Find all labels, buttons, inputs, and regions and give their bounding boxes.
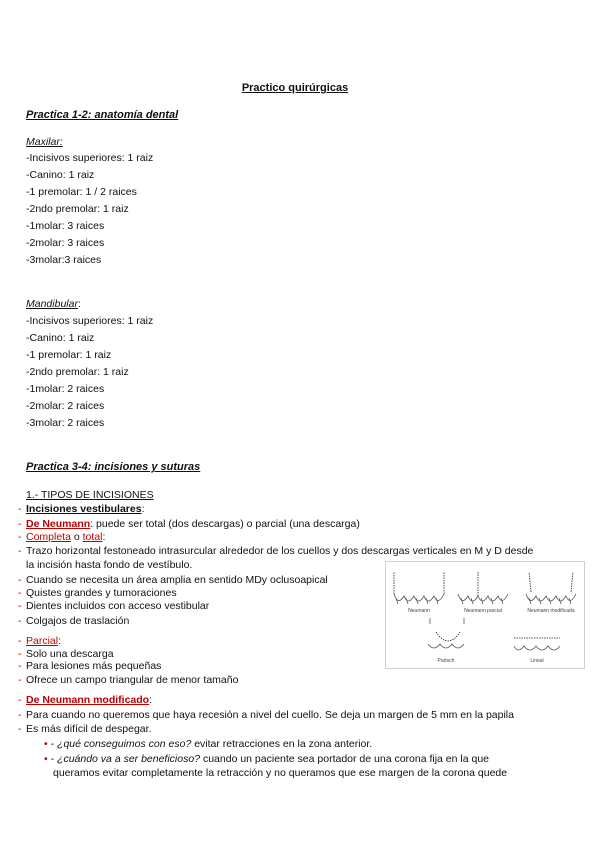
list-item: -1 premolar: 1 raiz <box>26 349 112 361</box>
incision-types-figure <box>385 561 585 669</box>
question-item-cont: queramos evitar completamente la retracción y no queramos que ese margen de la corona quede <box>53 767 508 779</box>
figure-caption: Neumann parcial <box>464 608 502 614</box>
list-item: - Colgajos de traslación <box>18 615 130 627</box>
list-item: - Quistes grandes y tumoraciones <box>18 587 177 599</box>
list-item: -Incisivos superiores: 1 raiz <box>26 152 154 164</box>
list-item: -Canino: 1 raiz <box>26 332 95 344</box>
list-item: - Para lesiones más pequeñas <box>18 660 162 672</box>
list-item: -2molar: 2 raices <box>26 400 105 412</box>
figure-caption: Neumann modificada <box>527 608 575 614</box>
completa-item: - Completa o total: <box>18 531 106 543</box>
list-item: -1 premolar: 1 / 2 raices <box>26 186 137 198</box>
list-item: -3molar:3 raices <box>26 254 102 266</box>
figure-caption: Lineal <box>530 658 544 664</box>
list-item: -Canino: 1 raiz <box>26 169 95 181</box>
list-item: -2ndo premolar: 1 raiz <box>26 203 129 215</box>
list-item: -3molar: 2 raices <box>26 417 105 429</box>
list-item: -Incisivos superiores: 1 raiz <box>26 315 154 327</box>
list-item: - Es más difícil de despegar. <box>18 723 152 735</box>
question-item: • - ¿qué conseguimos con eso? evitar retracciones en la zona anterior. <box>44 738 373 750</box>
figure-caption: Partsch <box>437 658 455 664</box>
parcial-item: - Parcial: <box>18 635 62 647</box>
list-item: - Dientes incluidos con acceso vestibular <box>18 600 210 612</box>
mandibular-label: Mandibular: <box>26 298 81 310</box>
list-item: -2molar: 3 raices <box>26 237 105 249</box>
neumann-item: - De Neumann: puede ser total (dos descargas) o parcial (una descarga) <box>18 518 360 530</box>
maxilar-label: Maxilar: <box>26 136 63 148</box>
list-item: -1molar: 3 raices <box>26 220 105 232</box>
list-item: - Cuando se necesita un área amplia en sentido MDy oclusoapical <box>18 574 328 586</box>
list-item: - Solo una descarga <box>18 648 114 660</box>
section-heading-anatomia: Practica 1-2: anatomía dental <box>26 109 179 121</box>
trazo-item: - Trazo horizontal festoneado intrasurcular alrededor de los cuellos y dos descargas verticales en M y D desde <box>18 545 534 557</box>
question-item: • - ¿cuándo va a ser beneficioso? cuando un paciente sea portador de una corona fija en la que <box>44 753 490 765</box>
page-title: Practico quirúrgicas <box>241 82 349 94</box>
incision-diagrams <box>386 562 584 668</box>
vestibulares-item: - Incisiones vestibulares: <box>18 503 145 515</box>
list-item: -2ndo premolar: 1 raiz <box>26 366 129 378</box>
tipos-heading: 1.- TIPOS DE INCISIONES <box>26 489 154 501</box>
list-item: - Para cuando no queremos que haya recesión a nivel del cuello. Se deja un margen de 5 mm en la papila <box>18 709 514 721</box>
section-heading-incisiones: Practica 3-4: incisiones y suturas <box>26 461 201 473</box>
trazo-item-cont: la incisión hasta fondo de vestíbulo. <box>26 559 193 571</box>
figure-caption: Neumann <box>408 608 430 614</box>
list-item: - Ofrece un campo triangular de menor tamaño <box>18 674 239 686</box>
modificado-item: - De Neumann modificado: <box>18 694 153 706</box>
list-item: -1molar: 2 raices <box>26 383 105 395</box>
